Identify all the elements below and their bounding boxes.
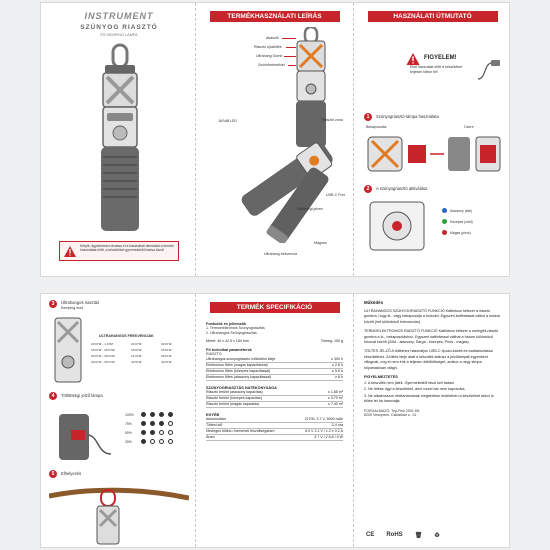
- feature-item: 1. Termoelektromos Szúnyogriasztás: [206, 326, 265, 330]
- step-1-title: Szúnyogriasztó-lámpa használata: [376, 114, 439, 119]
- label-repel-zone: Riasztó zóna: [322, 118, 343, 122]
- specs-body: [196, 313, 353, 441]
- spec-name: Töltési idő: [206, 422, 223, 427]
- label-ultrasonic-button: Ultrahang Gomb: [256, 54, 283, 58]
- spec-row: [206, 402, 343, 408]
- freq-cell: 42 KHZ: [131, 360, 142, 364]
- level-dot: [168, 439, 173, 444]
- warning-text: Kérjük, figyelmesen olvassa el a használati útmutatót a termék használata előtt, a készüléket gyermekektől tartsa távol!: [80, 244, 174, 253]
- warning-icon: [64, 246, 76, 257]
- level-dot: [159, 430, 164, 435]
- manual-bottom-half: [40, 293, 510, 548]
- label-ultrasonic-frequency: Ultrahang frekvencia: [264, 252, 297, 256]
- step-2-illustration: [366, 198, 428, 254]
- tech-title: Fő technikai paraméterek: [206, 348, 252, 353]
- usage-description-panel: [196, 3, 354, 276]
- step-5-title: Elhelyezés: [61, 471, 82, 476]
- rohs-mark-icon: RoHS: [386, 532, 403, 538]
- label-hanger: Akasztó: [266, 36, 279, 40]
- level-dot: [150, 439, 155, 444]
- spec-name: Elektromos fűtés (alacsony kapacitással): [206, 374, 272, 379]
- certification-marks: [366, 532, 440, 539]
- level-dot: [150, 412, 155, 417]
- spec-value: 3-4 óra: [331, 422, 343, 427]
- spec-name: Riasztó terület (alacsony kapacitás): [206, 389, 263, 394]
- spec-name: Akkumulátor: [206, 416, 226, 421]
- indicator-row-high: [442, 230, 471, 235]
- spec-name: Riasztó terület (magas kapacitás): [206, 401, 260, 406]
- warning-item: 3. Ne alkalmazzon élettartamának megsértése érdekében a készüléket akkor is töltse fel ha használja.: [364, 393, 494, 404]
- level-label: 50%: [125, 430, 132, 435]
- indicator-row-mid: [442, 219, 473, 224]
- spec-name: Riasztó terület (közepes kapacitás): [206, 395, 262, 400]
- step-2-title: A szúnyogriasztó aktiválása: [376, 186, 428, 191]
- attention-title: FIGYELEM!: [424, 55, 457, 61]
- spec-name: Áram: [206, 434, 215, 439]
- freq-cell: 40 KHZ: [161, 360, 172, 364]
- distributor-line: FORGALMAZÓ: Top-Fish 2001 Kft.: [364, 408, 421, 413]
- step-4-title: Töltöttségi jelző lámpa: [61, 393, 103, 398]
- warning-icon: [406, 53, 420, 65]
- warning-item: 1. A készülék nem játék. Gyermekektől távol kell tartani.: [364, 381, 455, 386]
- freq-table: [91, 342, 191, 364]
- feature-item: 2. Ultrahangos Szúnyogriasztás: [206, 330, 257, 335]
- label-battery-indicator: Töltöttségi jelzés: [296, 207, 323, 211]
- spec-value: ≤ 1.85 m²: [327, 389, 343, 394]
- device-closeup-illustration: [51, 316, 85, 384]
- freq-cell: 30 KHZ - 45 KHZ: [91, 360, 115, 364]
- spec-value: ≥ 5.6 h: [332, 368, 343, 373]
- spec-value: ≥ 2.8 h: [332, 362, 343, 367]
- level-row: [125, 428, 173, 437]
- level-dot: [159, 412, 164, 417]
- spec-name: Ultrahangos szúnyogriasztó működési ideje: [206, 356, 276, 361]
- indicator-label: Magas (piros): [450, 230, 471, 235]
- brand-logo: INSTRUMENT: [84, 11, 154, 21]
- charging-illustration: [51, 404, 115, 468]
- step-4-number: 4: [49, 392, 57, 400]
- level-dot: [159, 421, 164, 426]
- spec-row: [206, 435, 343, 441]
- weee-bin-icon: 🗑: [414, 533, 423, 539]
- step-1-illustration: [364, 131, 504, 177]
- indicator-label: Alacsony (kék): [450, 208, 473, 213]
- device-illustration: [93, 43, 147, 233]
- leader-line: [288, 65, 296, 66]
- spec-value: 3.7 V / 2.5 A / 9 W: [314, 434, 343, 439]
- step-1-number: 1: [364, 113, 372, 121]
- other-title: EGYÉB: [206, 412, 220, 417]
- freq-cell: 24 KHZ: [131, 342, 142, 346]
- leader-line: [282, 38, 296, 39]
- steps-panel: [41, 294, 196, 547]
- spec-row: [206, 375, 343, 381]
- manual-top-half: [40, 2, 510, 277]
- spec-value: ≤ 3.70 m²: [327, 395, 343, 400]
- freq-cell: 30 KHZ: [161, 342, 172, 346]
- features-title: Funkciók és jellemzők: [206, 322, 247, 326]
- cover-panel: [41, 3, 196, 276]
- label-usb-c: USB-C Port: [326, 193, 345, 197]
- level-dot: [141, 412, 146, 417]
- usage-guide-panel: [354, 3, 511, 276]
- spec-value: ≥ 8 h: [335, 374, 343, 379]
- product-subtitle: ÉS KEMPING LÁMPA: [100, 33, 138, 37]
- address-line: 8200 Veszprém, Csikárkán u. 14.: [364, 413, 417, 418]
- warning-item: 2. Ne tölése ügyi a készüléket, ahol vízzel bár nem kapcsolva.: [364, 387, 466, 392]
- freq-title: ULTRAHANGOS FREKVENCIÁK: [99, 334, 154, 338]
- operation-panel: [354, 294, 511, 547]
- step-3-title: Ultrahangos riasztás: [61, 300, 100, 305]
- spec-value: ≥ 300 h: [331, 356, 343, 361]
- spec-value: ≤ 7.40 m²: [327, 401, 343, 406]
- indicator-dot-red: [442, 230, 447, 235]
- level-table: [125, 410, 173, 446]
- level-label: 25%: [125, 439, 132, 444]
- freq-cell: 25 KHZ: [161, 348, 172, 352]
- leader-line: [286, 47, 296, 48]
- step-5-number: 5: [49, 470, 57, 478]
- step-2-number: 2: [364, 185, 372, 193]
- level-dot: [141, 430, 146, 435]
- recycle-icon: ♻: [434, 533, 440, 539]
- indicator-dot-green: [442, 219, 447, 224]
- weight-label: Tömeg: 150 g: [320, 339, 343, 344]
- indicator-row-low: [442, 208, 472, 213]
- spec-name: Elektromos fűtés (közepes kapacitással): [206, 368, 271, 373]
- spec-value: 21700, 3.7 V, 5000 mAh: [304, 416, 343, 421]
- freq-cell: 21 KHZ: [131, 354, 142, 358]
- freq-cell: 20 KHZ - 1 KHZ: [91, 342, 114, 346]
- freq-cell: 15 KHZ - 25 KHZ: [91, 348, 115, 352]
- operation-body: [354, 294, 511, 418]
- efficiency-title: SZÚNYOGRIASZTÁS HATÉKONYSÁGA: [206, 385, 277, 390]
- indicator-dot-blue: [442, 208, 447, 213]
- spec-value: 5.0 V 2.1 V / 1.2 ± 0.2 A: [305, 428, 343, 433]
- level-dot: [141, 439, 146, 444]
- usage-header: TERMÉKHASZNÁLATI LEÍRÁS: [210, 11, 340, 22]
- level-label: 75%: [125, 421, 132, 426]
- step-3-number: 3: [49, 300, 57, 308]
- usb-cable-icon: [476, 59, 502, 83]
- step-1-label-on: Bekapcsolás: [366, 125, 387, 129]
- level-row: [125, 419, 173, 428]
- charging-paragraph: TÖLTÉS JELZŐ A töltéshez használjon USB-C típusú kábelt és csatlakoztassa készülékhez. A töltés ideje alatt a készülék státusz a jelzőlámpák egyenként villognak, míg el nem érik a teljesen feltöltöttséget, amikor a négy lámpa folyamatosan világít.: [364, 349, 493, 370]
- level-dot: [150, 430, 155, 435]
- level-row: [125, 437, 173, 446]
- level-dot: [168, 412, 173, 417]
- freq-cell: 35 KHZ: [161, 354, 172, 358]
- operation-title: Működés: [364, 300, 384, 305]
- thermoelectric-paragraph: TERMOELEKTROMOS RIASZTÓ FUNKCIÓ Kattintson kétszer a melegítő-riasztó gombra a ki-, bekapcsoláshoz. Egyszeri kattintással válthat a három különböző fokozat között (Zöld - alacsony, Sárga - közepes, Piros - magas).: [364, 329, 499, 345]
- freq-cell: 18 KHZ: [131, 348, 142, 352]
- specs-panel: [196, 294, 354, 547]
- ce-mark-icon: CE: [366, 532, 375, 538]
- product-title: SZÚNYOG RIASZTÓ: [80, 24, 158, 31]
- device-tilted-illustration: [226, 113, 346, 243]
- tech-subtitle: RIASZTÓ: [206, 352, 222, 357]
- label-refill: Riasztó újratöltés: [254, 45, 282, 49]
- specs-header: TERMÉK SPECIFIKÁCIÓ: [210, 302, 340, 313]
- ultrasonic-paragraph: ULTRAHANGOS SZÚNYOGRIASZTÓ FUNKCIÓ Kattintson kétszer a riasztó gombra, hogy ki-, vagy bekapcsolja a funkciót. Egyszeri kattintással váltsd a módok között (hét különböző frekvencián).: [364, 309, 501, 324]
- label-magnet: Mágnes: [314, 241, 327, 245]
- warning-box: [59, 241, 179, 261]
- spec-name: Névleges töltési / bemeneti feszültségáram: [206, 428, 275, 433]
- level-dot: [159, 439, 164, 444]
- freq-cell: 20 KHZ - 30 KHZ: [91, 354, 115, 358]
- indicator-label: Közepes (zöld): [450, 219, 473, 224]
- level-dot: [168, 430, 173, 435]
- spec-name: Elektromos fűtés (magas kapacitással): [206, 362, 268, 367]
- attention-text: Első használat előtt a készüléket teljesen töltse fel!: [410, 65, 463, 74]
- step-1-label-swap: Csere: [464, 125, 474, 129]
- size-weight-row: [206, 339, 343, 343]
- guide-header: HASZNÁLATI ÚTMUTATÓ: [368, 11, 498, 22]
- level-dot: [141, 421, 146, 426]
- level-label: 100%: [125, 412, 134, 417]
- level-dot: [168, 421, 173, 426]
- size-label: Méret: 40 x 42.5 x 184 mm: [206, 339, 249, 344]
- level-dot: [150, 421, 155, 426]
- hanging-illustration: [49, 482, 189, 546]
- level-row: [125, 410, 173, 419]
- label-color-temp: Színhőmérséklet: [258, 63, 285, 67]
- step-3-subtitle: Kemping mód: [61, 306, 84, 310]
- warnings-title: FIGYELMEZTETÉS: [364, 375, 398, 380]
- label-led: JASdB LED: [218, 119, 237, 123]
- leader-line: [284, 56, 296, 57]
